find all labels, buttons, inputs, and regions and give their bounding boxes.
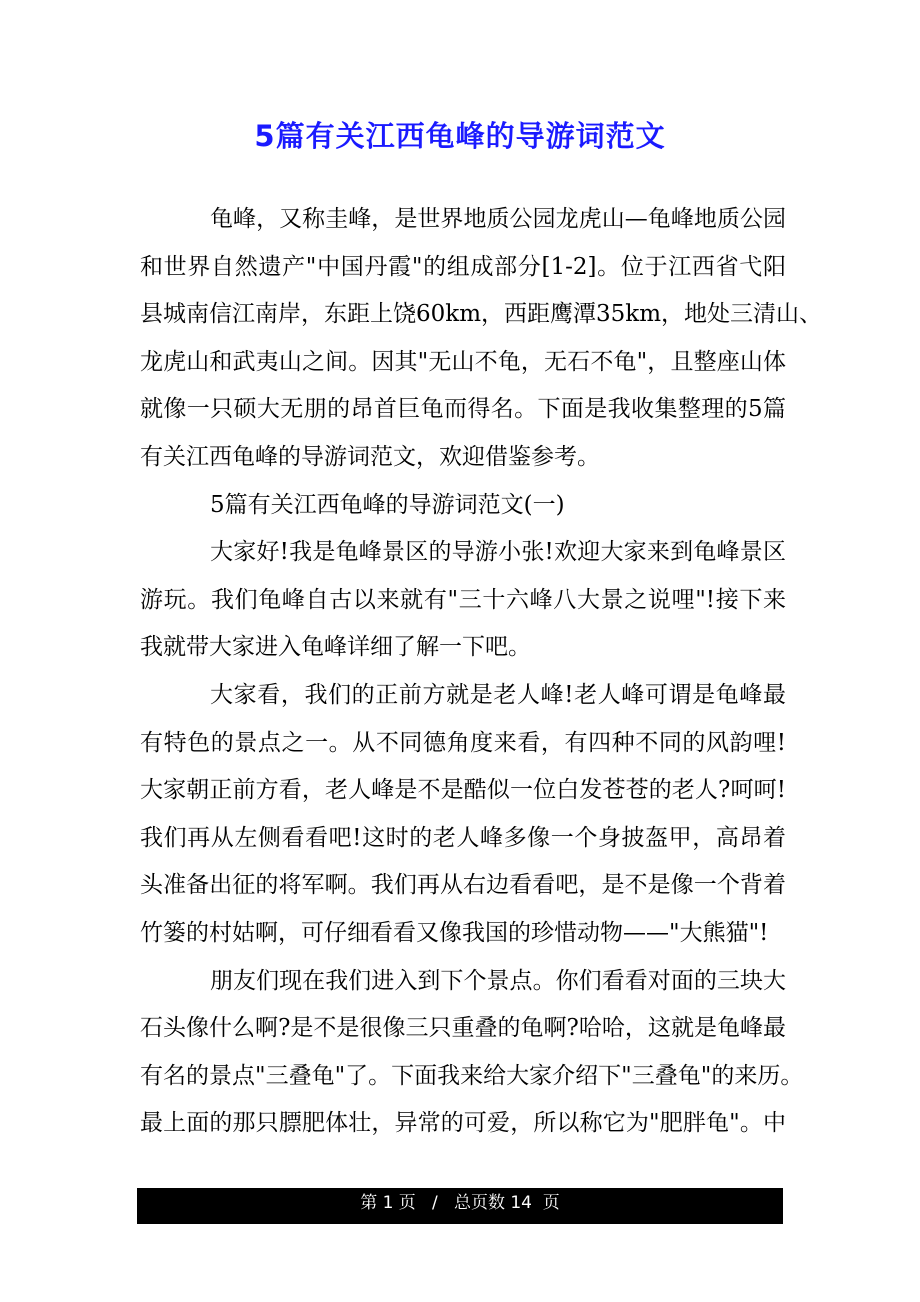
text-line: 头准备出征的将军啊。我们再从右边看看吧，是不是像一个背着 [140, 872, 786, 899]
text-line: 就像一只硕大无朋的昂首巨龟而得名。下面是我收集整理的5篇 [140, 396, 786, 423]
text-line: 竹篓的村姑啊，可仔细看看又像我国的珍惜动物——"大熊猫"! [140, 919, 769, 946]
text-line: 石头像什么啊?是不是很像三只重叠的龟啊?哈哈，这就是龟峰最 [140, 1015, 786, 1042]
text-line: 县城南信江南岸，东距上饶60km，西距鹰潭35km，地处三清山、 [140, 301, 823, 328]
document-title: 5篇有关江西龟峰的导游词范文 [254, 119, 666, 153]
text-line: 有特色的景点之一。从不同德角度来看，有四种不同的风韵哩! [140, 729, 786, 756]
page-footer: 第 1 页 / 总页数 14 页 [137, 1188, 783, 1224]
text-line: 有名的景点"三叠龟"了。下面我来给大家介绍下"三叠龟"的来历。 [140, 1062, 804, 1089]
text-line: 我就带大家进入龟峰详细了解一下吧。 [140, 634, 531, 661]
text-line: 朋友们现在我们进入到下个景点。你们看看对面的三块大 [210, 967, 786, 994]
text-line: 龟峰，又称圭峰，是世界地质公园龙虎山—龟峰地质公园 [210, 206, 786, 232]
text-line: 游玩。我们龟峰自古以来就有"三十六峰八大景之说哩"!接下来 [140, 586, 786, 613]
text-line: 大家好!我是龟峰景区的导游小张!欢迎大家来到龟峰景区 [210, 539, 786, 566]
text-line: 有关江西龟峰的导游词范文，欢迎借鉴参考。 [140, 443, 600, 470]
text-line: 5篇有关江西龟峰的导游词范文(一) [210, 491, 565, 518]
text-line: 大家朝正前方看，老人峰是不是酷似一位白发苍苍的老人?呵呵! [140, 777, 786, 804]
text-line: 我们再从左侧看看吧!这时的老人峰多像一个身披盔甲，高昂着 [140, 824, 786, 851]
text-line: 最上面的那只膘肥体壮，异常的可爱，所以称它为"肥胖龟"。中 [140, 1110, 786, 1137]
text-line: 和世界自然遗产"中国丹霞"的组成部分[1-2]。位于江西省弋阳 [140, 253, 786, 280]
text-line: 龙虎山和武夷山之间。因其"无山不龟，无石不龟"，且整座山体 [140, 348, 786, 375]
text-line: 大家看，我们的正前方就是老人峰!老人峰可谓是龟峰最 [210, 681, 786, 708]
document-body [140, 196, 823, 1148]
